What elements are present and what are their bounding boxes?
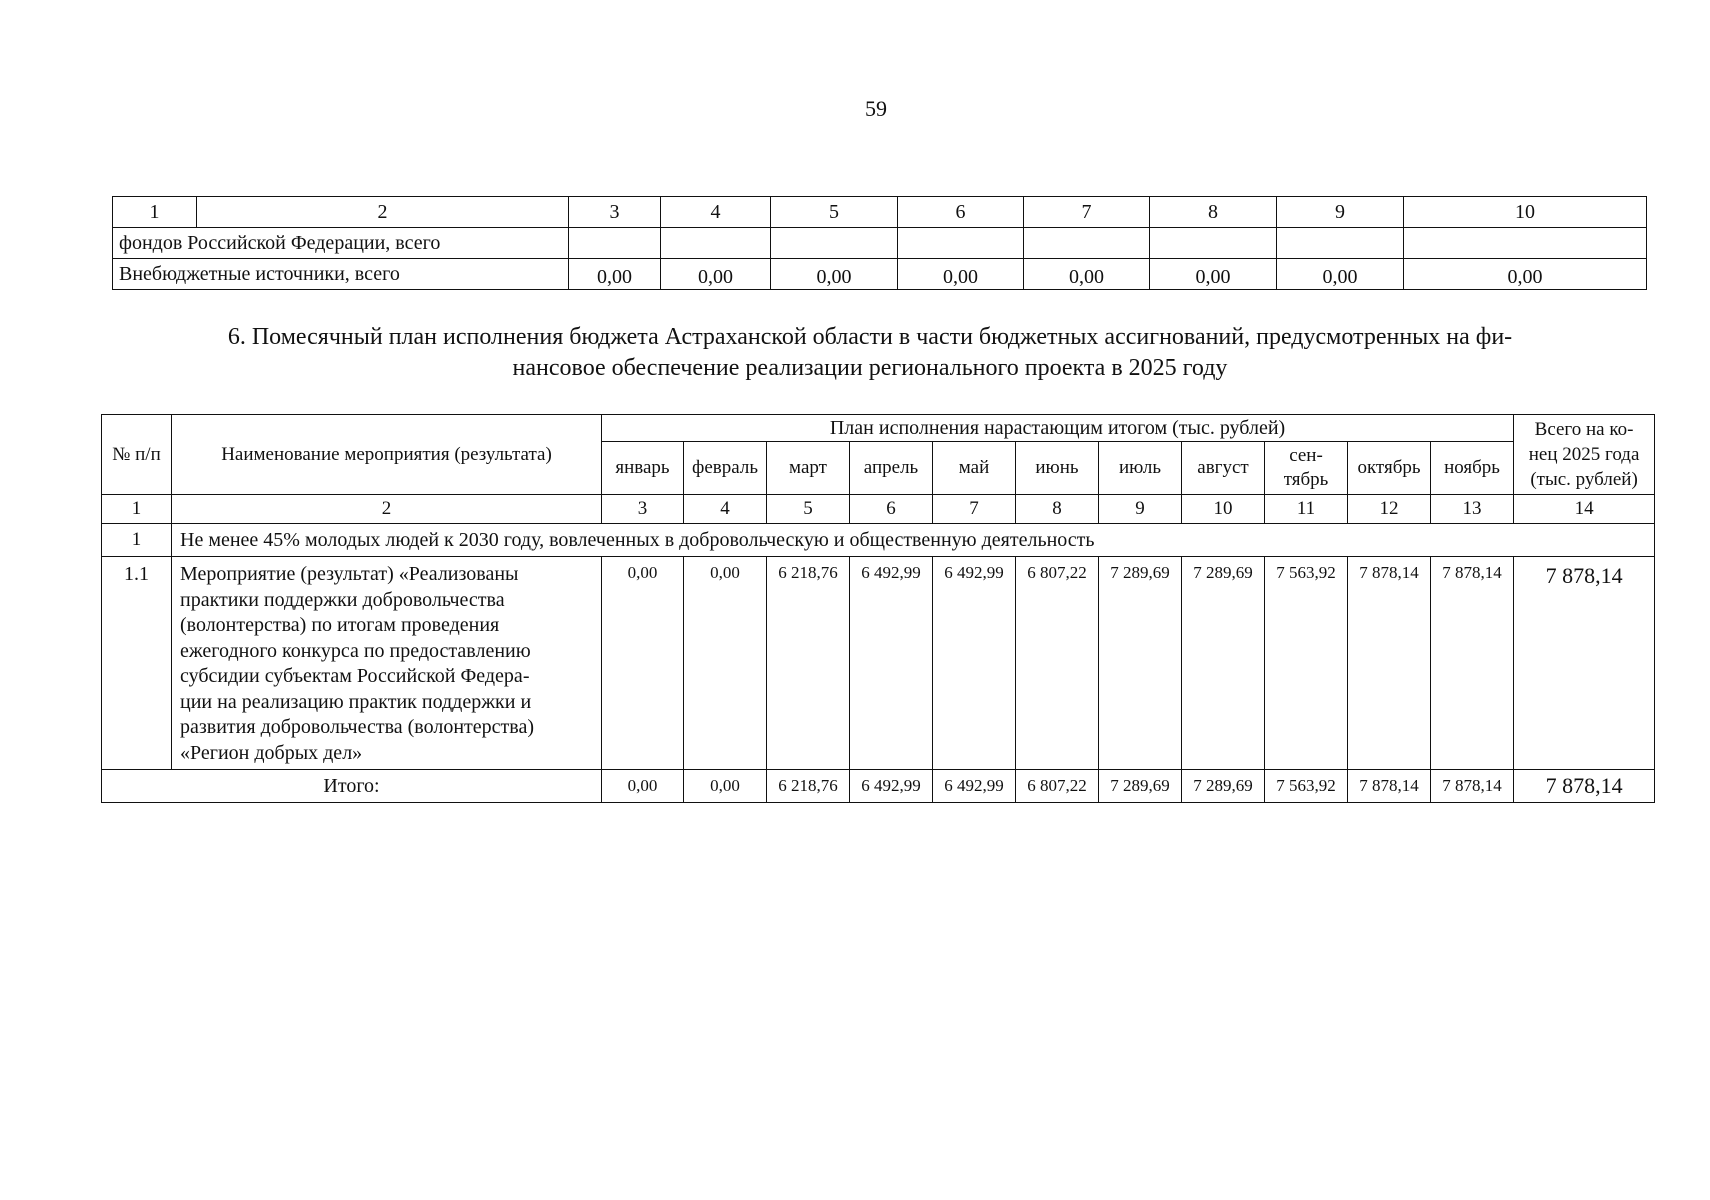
header-line: Всего на ко-	[1534, 419, 1634, 440]
column-number: 4	[661, 197, 771, 228]
column-number: 10	[1182, 495, 1265, 524]
table-row	[113, 259, 1647, 290]
column-number: 3	[602, 495, 684, 524]
column-number: 14	[1514, 495, 1655, 524]
goal-number: 1	[102, 524, 172, 557]
header-line: тябрь	[1283, 469, 1329, 490]
value-cell: 7 878,14	[1348, 557, 1431, 770]
row-label: Внебюджетные источники, всего	[113, 259, 569, 290]
value-cell: 6 492,99	[850, 770, 933, 803]
value-cell: 6 492,99	[850, 557, 933, 770]
value-cell: 6 807,22	[1016, 557, 1099, 770]
column-number: 7	[933, 495, 1016, 524]
value-cell: 7 878,14	[1431, 557, 1514, 770]
month-header: июнь	[1016, 442, 1099, 495]
month-header: февраль	[684, 442, 767, 495]
month-header	[1265, 442, 1348, 495]
column-number: 2	[197, 197, 569, 228]
monthly-plan-table	[101, 414, 1655, 803]
column-number: 12	[1348, 495, 1431, 524]
total-label: Итого:	[102, 770, 602, 803]
column-number: 8	[1016, 495, 1099, 524]
value-cell: 6 492,99	[933, 770, 1016, 803]
value-cell: 0,00	[602, 770, 684, 803]
column-number: 6	[850, 495, 933, 524]
section-title-line: нансовое обеспечение реализации регионального проекта в 2025 году	[512, 355, 1228, 381]
header-line: (тыс. рублей)	[1530, 469, 1638, 490]
page-number: 59	[865, 96, 887, 121]
column-header-name: Наименование мероприятия (результата)	[172, 415, 602, 495]
column-number: 1	[113, 197, 197, 228]
column-number: 11	[1265, 495, 1348, 524]
column-number: 13	[1431, 495, 1514, 524]
goal-text: Не менее 45% молодых людей к 2030 году, вовлеченных в добровольческую и общественную деятельность	[172, 524, 1655, 557]
month-header: январь	[602, 442, 684, 495]
item-number: 1.1	[102, 557, 172, 770]
value-cell: 7 878,14	[1348, 770, 1431, 803]
value-cell: 7 289,69	[1182, 770, 1265, 803]
continuation-table	[112, 196, 1647, 290]
value-cell: 7 289,69	[1182, 557, 1265, 770]
value-cell: 0,00	[1404, 259, 1647, 290]
column-number: 9	[1099, 495, 1182, 524]
value-cell: 7 878,14	[1431, 770, 1514, 803]
value-cell: 7 563,92	[1265, 770, 1348, 803]
month-header: май	[933, 442, 1016, 495]
item-total-cell: 7 878,14	[1514, 557, 1655, 770]
value-cell: 0,00	[1277, 259, 1404, 290]
column-number: 2	[172, 495, 602, 524]
column-number: 1	[102, 495, 172, 524]
header-line: нец 2025 года	[1528, 444, 1640, 465]
month-header: июль	[1099, 442, 1182, 495]
column-number: 5	[771, 197, 898, 228]
value-cell: 6 492,99	[933, 557, 1016, 770]
item-description: Мероприятие (результат) «Реализованы практики поддержки добровольчества (волонтерства) по итогам проведения ежегодного конкурса по предоставлению субсидии субъектам Российской Федера- ции на реализацию практик поддержки и развития добровольчества (волонтерства) «Регион добрых дел»	[172, 557, 602, 770]
value-cell: 7 563,92	[1265, 557, 1348, 770]
value-cell: 0,00	[569, 259, 661, 290]
header-line: сен-	[1289, 445, 1323, 466]
value-cell: 0,00	[1024, 259, 1150, 290]
value-cell: 0,00	[602, 557, 684, 770]
month-header: ноябрь	[1431, 442, 1514, 495]
column-header-total	[1514, 415, 1655, 495]
goal-row	[102, 524, 1655, 557]
value-cell: 0,00	[1150, 259, 1277, 290]
value-cell: 0,00	[771, 259, 898, 290]
value-cell: 0,00	[684, 557, 767, 770]
column-number: 9	[1277, 197, 1404, 228]
section-title	[110, 322, 1630, 384]
table-row	[113, 228, 1647, 259]
value-cell: 7 289,69	[1099, 557, 1182, 770]
column-number: 5	[767, 495, 850, 524]
column-number: 6	[898, 197, 1024, 228]
header-row	[102, 415, 1655, 442]
month-header: октябрь	[1348, 442, 1431, 495]
value-cell: 0,00	[898, 259, 1024, 290]
total-row	[102, 770, 1655, 803]
grand-total-cell: 7 878,14	[1514, 770, 1655, 803]
row-label: фондов Российской Федерации, всего	[113, 228, 569, 259]
column-number-row	[102, 495, 1655, 524]
item-row	[102, 557, 1655, 770]
month-header: март	[767, 442, 850, 495]
value-cell: 6 218,76	[767, 770, 850, 803]
column-header-number: № п/п	[102, 415, 172, 495]
column-number: 10	[1404, 197, 1647, 228]
column-number: 3	[569, 197, 661, 228]
continuation-header-row	[113, 197, 1647, 228]
section-title-line: 6. Помесячный план исполнения бюджета Астраханской области в части бюджетных ассигнований, предусмотренных на фи-	[227, 324, 1513, 350]
month-header: апрель	[850, 442, 933, 495]
value-cell: 0,00	[661, 259, 771, 290]
column-number: 4	[684, 495, 767, 524]
column-number: 8	[1150, 197, 1277, 228]
value-cell: 6 218,76	[767, 557, 850, 770]
value-cell: 6 807,22	[1016, 770, 1099, 803]
value-cell: 0,00	[684, 770, 767, 803]
plan-group-header: План исполнения нарастающим итогом (тыс. рублей)	[602, 415, 1514, 442]
value-cell: 7 289,69	[1099, 770, 1182, 803]
column-number: 7	[1024, 197, 1150, 228]
month-header: август	[1182, 442, 1265, 495]
